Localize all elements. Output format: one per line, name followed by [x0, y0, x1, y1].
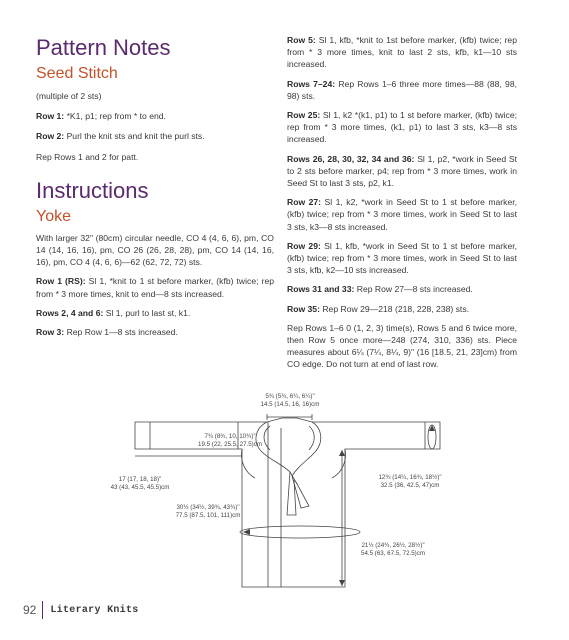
book-title: Literary Knits	[50, 604, 139, 616]
yoke-row-25: Row 25: Sl 1, k2 *(k1, p1) to 1 st before marker, (kfb) twice; rep from * 3 more times, (k1, p1) to last 3 sts, k3—8 sts increased.	[287, 110, 518, 145]
seed-stitch-heading: Seed Stitch	[36, 65, 118, 82]
yoke-line	[242, 449, 255, 478]
schematic-drawing	[0, 380, 569, 605]
yoke-row-5: Row 5: Sl 1, kfb, *knit to 1st before marker, (kfb) twice; rep from * 3 more times, knit to last 2 sts, kfb, k1—10 sts increased.	[287, 35, 517, 70]
page-number: 92	[23, 603, 37, 617]
chest-dimension: 30½ (34½, 39¾, 43¾)" 77.5 (87.5, 101, 111)cm	[175, 504, 241, 519]
yoke-final-repeats: Rep Rows 1–6 0 (1, 2, 3) time(s), Rows 5 and 6 twice more, then Row 5 once more—248 (274, 310, 336) sts. Piece measures about 6¼ (7¼, 8¼, 9)" (16 [18.5, 21, 23]cm) from CO edge. Do not turn at end of last row.	[287, 322, 517, 370]
yoke-row-35: Row 35: Rep Row 29—218 (218, 228, 238) sts.	[287, 303, 469, 314]
yoke-row-29: Row 29: Sl 1, kfb, *work in Seed St to 1 st before marker, (kfb) twice; rep from * 3 more times, work in Seed St to last 3 sts, kfb, k2—10 sts increased.	[287, 240, 517, 276]
page-footer	[23, 600, 139, 620]
yoke-dimension: 7¾ (8¾, 10, 10¾)" 19.5 (22, 25.5, 27.5)cm	[198, 433, 262, 448]
length-dimension: 21½ (24¾, 26½, 28½)" 54.5 (63, 67.5, 72.5)cm	[361, 542, 425, 557]
yoke-rows-2-4-6: Rows 2, 4 and 6: Sl 1, purl to last st, k1.	[36, 307, 191, 318]
garment-schematic	[0, 380, 569, 605]
yoke-rows-31-33: Rows 31 and 33: Rep Row 27—8 sts increased.	[287, 284, 473, 295]
multiple-note: (multiple of 2 sts)	[36, 91, 102, 101]
footer-divider	[42, 601, 43, 619]
neck-dimension: 5¾ (5¾, 6¼, 6¼)" 14.5 (14.5, 16, 16)cm	[260, 393, 320, 408]
seed-row-2: Row 2: Purl the knit sts and knit the purl sts.	[36, 131, 205, 142]
seed-repeat: Rep Rows 1 and 2 for patt.	[36, 151, 139, 162]
collar-ties	[287, 472, 296, 515]
yoke-cast-on: With larger 32" (80cm) circular needle, CO 4 (4, 6, 6), pm, CO 14 (14, 16, 16), pm, CO 26 (26, 28, 28), pm, CO 14 (14, 16, 16), pm, CO 4 (4, 6, 6)—62 (62, 72, 72) sts.	[36, 232, 274, 268]
yoke-rows-26-36: Rows 26, 28, 30, 32, 34 and 36: Sl 1, p2, *work in Seed St to 2 sts before marker, p4; rep from * 3 more times, work in Seed St to last 3 sts, p2, k1.	[287, 153, 517, 189]
pattern-notes-heading: Pattern Notes	[36, 35, 171, 60]
yoke-rows-7-24: Rows 7–24: Rep Rows 1–6 three more times—88 (88, 98, 98) sts.	[287, 78, 517, 101]
right-column	[287, 34, 517, 371]
yoke-row-27: Row 27: Sl 1, k2, *work in Seed St to 1 st before marker, (kfb) twice; rep from * 3 more times, work in Seed St to last 3 sts, k3—8 sts increased.	[287, 197, 518, 232]
upper-arm-dimension: 12¾ (14¼, 16¾, 18½)" 32.5 (36, 42.5, 47)cm	[378, 474, 442, 489]
yoke-row-3: Row 3: Rep Row 1—8 sts increased.	[36, 327, 178, 338]
shawl-collar	[256, 422, 297, 484]
yoke-row-1: Row 1 (RS): Sl 1, *knit to 1 st before marker, (kfb) twice; rep from * 3 more times, knit to end—8 sts increased.	[36, 276, 274, 299]
instructions-heading: Instructions	[36, 177, 149, 203]
left-column	[36, 0, 274, 338]
yoke-heading: Yoke	[36, 207, 71, 225]
seed-row-1: Row 1: *K1, p1; rep from * to end.	[36, 111, 166, 122]
sleeve-dimension: 17 (17, 18, 18)" 43 (43, 45.5, 45.5)cm	[110, 476, 170, 491]
